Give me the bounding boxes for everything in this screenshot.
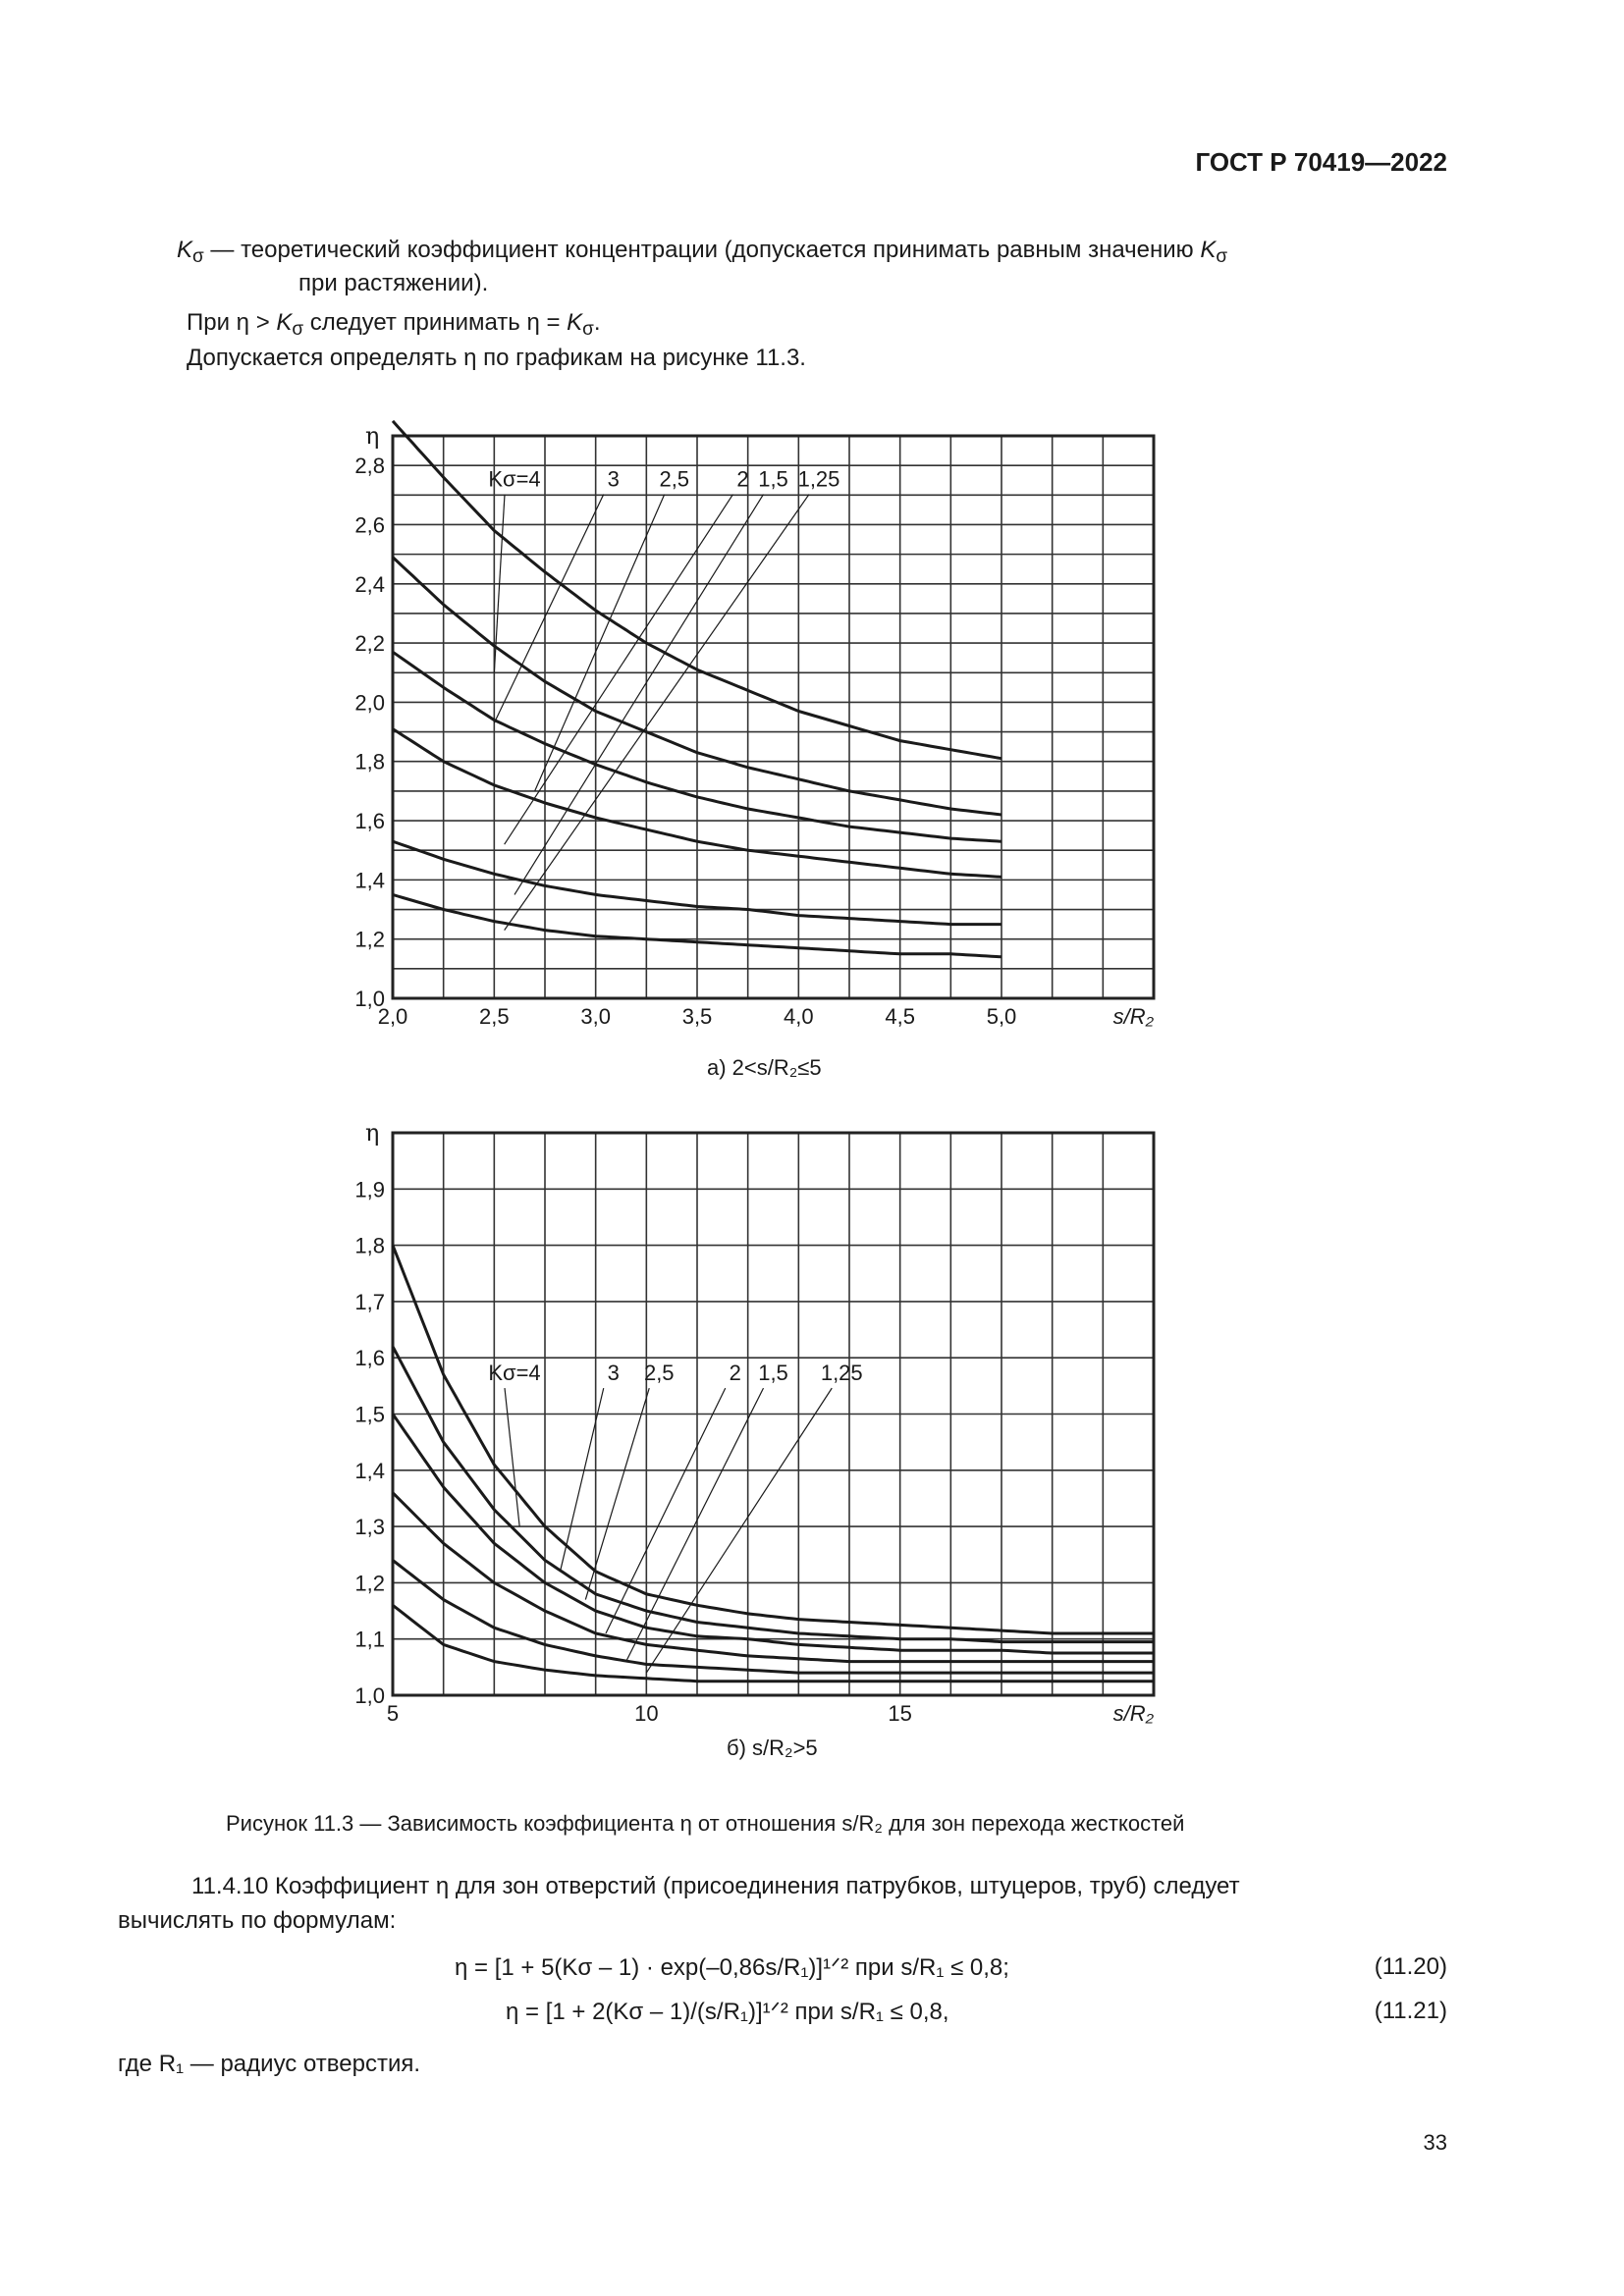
legend-label: 1,25 [820,1361,863,1386]
definition-text: — теоретический коэффициент концентрации (допускается принимать равным значению [203,237,1201,263]
legend-label: Kσ=4 [488,466,541,492]
series-line-2 [393,1347,1154,1642]
y-tick-label: 1,4 [354,868,385,893]
x-tick-label: 3,0 [580,1004,611,1029]
plot-frame [393,436,1154,998]
x-axis-label: s/R₂ [1112,1701,1154,1726]
sigma-subscript: σ [1216,246,1228,267]
sigma-subscript: σ [582,319,594,340]
definition-paragraph [177,234,1453,267]
rule-paragraph [187,306,601,340]
y-axis-label: η [365,422,380,450]
y-tick-label: 1,2 [354,1571,385,1596]
legend-label: 3 [607,466,620,492]
section-text-line2: вычислять по формулам: [118,1907,397,1934]
y-tick-label: 1,1 [354,1627,385,1652]
rule-text: . [593,309,601,336]
k-symbol: K [1200,237,1217,263]
y-tick-label: 1,9 [354,1177,385,1202]
section-text-line1: Коэффициент η для зон отверстий (присоединения патрубков, штуцеров, труб) следует [274,1873,1240,1899]
y-tick-label: 1,3 [354,1515,385,1540]
formula-11-21-number: (11.21) [1374,1998,1447,2024]
chart-a-subtitle: а) 2<s/R₂≤5 [707,1055,822,1080]
chart-b-subtitle: б) s/R₂>5 [727,1735,818,1760]
section-paragraph [191,1870,1240,1903]
k-symbol: K [276,309,293,336]
x-axis-label: s/R₂ [1112,1004,1154,1029]
k-symbol: K [177,237,193,263]
chart-b-container [334,1109,1237,1742]
k-symbol: K [567,309,583,336]
y-tick-label: 1,0 [354,987,385,1011]
leader-line [505,1388,519,1526]
formula-11-21: η = [1 + 2(Kσ – 1)/(s/R₁)]¹ᐟ² при s/R₁ ≤ 0,8, [506,1999,949,2025]
sigma-subscript: σ [292,319,304,340]
y-tick-label: 2,4 [354,571,385,597]
rule-text: следует принимать η = [303,309,568,336]
chart-a [334,412,1237,1041]
x-tick-label: 2,0 [377,1004,408,1029]
chart-a-container [334,412,1237,1045]
rule-text: При η > [187,309,277,336]
legend-label: 2 [729,1361,741,1386]
y-tick-label: 2,6 [354,512,385,538]
leader-line [494,495,603,723]
x-tick-label: 10 [634,1701,659,1726]
x-tick-label: 5 [386,1701,400,1726]
y-tick-label: 2,2 [354,631,385,657]
series-line-1 [393,1246,1154,1633]
y-tick-label: 1,0 [354,1683,385,1708]
y-tick-label: 1,6 [354,809,385,834]
x-tick-label: 15 [888,1701,912,1726]
chart-a-grid [393,436,1154,998]
y-tick-label: 1,7 [354,1289,385,1314]
x-tick-label: 3,5 [681,1004,713,1029]
legend-label: 1,25 [797,466,840,492]
definition-line-2: при растяжении). [298,270,489,296]
legend-label: Kσ=4 [488,1361,541,1386]
y-tick-label: 1,2 [354,927,385,952]
legend-label: 1,5 [758,466,788,492]
y-tick-label: 1,8 [354,1233,385,1258]
section-number: 11.4.10 [191,1873,269,1899]
legend-label: 3 [607,1361,620,1386]
series-line-4 [393,1493,1154,1662]
y-tick-label: 1,8 [354,749,385,774]
figure-caption: Рисунок 11.3 — Зависимость коэффициента η от отношения s/R₂ для зон перехода жесткостей [226,1811,1185,1836]
formula-11-20: η = [1 + 5(Kσ – 1) · exp(–0,86s/R₁)]¹ᐟ² при s/R₁ ≤ 0,8; [455,1954,1009,1981]
y-tick-label: 1,6 [354,1346,385,1371]
x-tick-label: 4,5 [885,1004,915,1029]
chart-b [334,1109,1237,1737]
y-tick-label: 2,0 [354,690,385,716]
x-tick-label: 2,5 [479,1004,510,1029]
page-number: 33 [1423,2130,1447,2155]
leader-line [505,495,809,931]
legend-label: 2,5 [643,1361,675,1386]
leader-line [646,1388,832,1673]
document-id: ГОСТ Р 70419—2022 [1195,147,1447,177]
y-tick-label: 2,8 [354,454,385,479]
legend-label: 1,5 [758,1361,788,1386]
y-tick-label: 1,5 [354,1402,385,1427]
y-tick-label: 1,4 [354,1458,385,1483]
x-tick-label: 5,0 [986,1004,1017,1029]
formula-11-20-number: (11.20) [1374,1953,1447,1980]
leader-line [561,1388,604,1572]
sigma-subscript: σ [192,246,204,267]
leader-line [606,1388,726,1633]
x-tick-label: 4,0 [784,1004,814,1029]
where-text: где R₁ — радиус отверстия. [118,2051,421,2077]
y-axis-label: η [365,1119,380,1147]
legend-label: 2 [736,466,749,492]
allowance-text: Допускается определять η по графикам на рисунке 11.3. [187,345,806,371]
legend-label: 2,5 [659,466,690,492]
